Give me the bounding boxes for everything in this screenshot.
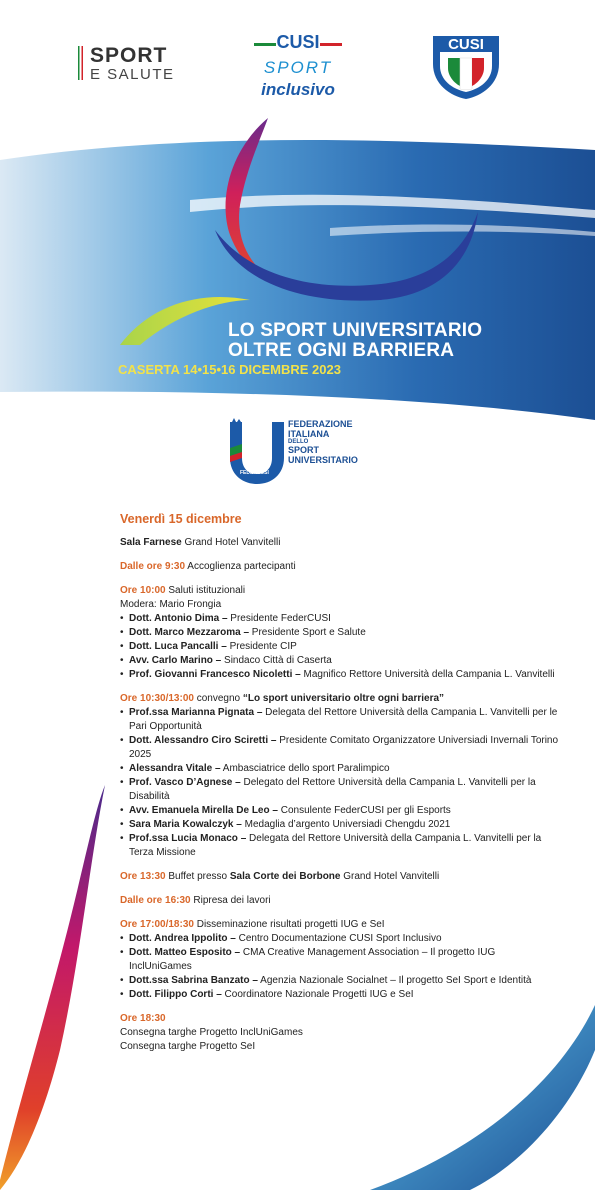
conference-time: Ore 10:30/13:00: [120, 693, 194, 704]
speaker-item: [120, 804, 560, 818]
speaker-role: Presidente FederCUSI: [227, 613, 331, 624]
speaker-item: [120, 762, 560, 776]
speaker-name: Dott. Antonio Dima –: [129, 613, 228, 624]
lunch-time: Ore 13:30: [120, 871, 166, 882]
conference-speaker-list: [120, 706, 560, 860]
sport-e-salute-logo: [78, 44, 188, 84]
resume-session: [120, 894, 560, 908]
speaker-item: [120, 640, 560, 654]
inclusivo-text: inclusivo: [261, 80, 335, 99]
speaker-item: [120, 946, 560, 974]
speaker-item: [120, 818, 560, 832]
hero-date: CASERTA 14•15•16 DICEMBRE 2023: [118, 362, 341, 377]
speaker-name: Dott. Andrea Ippolito –: [129, 933, 236, 944]
conference-text: convegno: [193, 693, 243, 704]
speaker-role: Ambasciatrice dello sport Paralimpico: [220, 763, 390, 774]
lunch-text: Buffet presso: [165, 871, 230, 882]
speaker-role: Consulente FederCUSI per gli Esports: [277, 805, 451, 816]
resume-time: Dalle ore 16:30: [120, 895, 191, 906]
venue: [120, 536, 560, 550]
cusi-shield-logo: [430, 34, 502, 100]
speaker-item: [120, 612, 560, 626]
federation-line3: DELLO: [288, 439, 309, 445]
speaker-item: [120, 734, 560, 762]
welcome-session: [120, 560, 560, 574]
federation-line5: UNIVERSITARIO: [288, 454, 358, 465]
cusi-text: CUSI: [276, 32, 320, 52]
speaker-name: Alessandra Vitale –: [129, 763, 221, 774]
speaker-name: Prof. Giovanni Francesco Nicoletti –: [129, 669, 301, 680]
speaker-name: Dott. Alessandro Ciro Sciretti –: [129, 735, 277, 746]
sport-e-salute-line1: SPORT: [90, 44, 168, 67]
dissemination-text: Disseminazione risultati progetti IUG e SeI: [193, 919, 385, 930]
federation-line4: SPORT: [288, 445, 320, 455]
sport-text: SPORT: [263, 58, 333, 77]
dissemination-time: Ore 17:00/18:30: [120, 919, 194, 930]
sport-e-salute-line2: E SALUTE: [90, 66, 175, 83]
federcusi-badge: FEDERCUSI: [240, 470, 269, 476]
hero-title-line1: LO SPORT UNIVERSITARIO: [228, 320, 483, 341]
speaker-name: Dott. Filippo Corti –: [129, 989, 222, 1000]
speaker-role: Presidente Sport e Salute: [249, 627, 366, 638]
speaker-name: Dott.ssa Sabrina Banzato –: [129, 975, 258, 986]
closing-time: Ore 18:30: [120, 1013, 166, 1024]
closing-session: [120, 1012, 560, 1054]
speaker-name: Avv. Carlo Marino –: [129, 655, 222, 666]
speaker-item: [120, 706, 560, 734]
conference-session: [120, 692, 560, 860]
speaker-name: Prof. Vasco D’Agnese –: [129, 777, 241, 788]
speaker-item: [120, 988, 560, 1002]
speaker-role: Sindaco Città di Caserta: [221, 655, 332, 666]
speaker-item: [120, 668, 560, 682]
federation-line2: ITALIANA: [288, 428, 330, 439]
speaker-role: Delegato del Rettore Università della Campania L. Vanvitelli per la Disabilità: [129, 777, 536, 802]
welcome-time: Dalle ore 9:30: [120, 561, 186, 572]
closing-line2: Consegna targhe Progetto SeI: [120, 1041, 256, 1052]
speaker-item: [120, 974, 560, 988]
speaker-role: Medaglia d’argento Universiadi Chengdu 2021: [241, 819, 451, 830]
welcome-text: Accoglienza partecipanti: [185, 561, 296, 572]
closing-line1: Consegna targhe Progetto InclUniGames: [120, 1027, 303, 1038]
speaker-name: Dott. Matteo Esposito –: [129, 947, 241, 958]
hero-band: [0, 140, 595, 420]
greetings-speaker-list: [120, 612, 560, 682]
venue-hotel: Grand Hotel Vanvitelli: [181, 537, 281, 548]
lunch-hotel: Grand Hotel Vanvitelli: [340, 871, 440, 882]
left-flame-art: [0, 785, 105, 1190]
federcusi-logo: [226, 418, 386, 488]
speaker-item: [120, 776, 560, 804]
speaker-name: Dott. Marco Mezzaroma –: [129, 627, 250, 638]
venue-name: Sala Farnese: [120, 537, 182, 548]
greetings-time: Ore 10:00: [120, 585, 166, 596]
speaker-role: Presidente CIP: [226, 641, 297, 652]
program: [120, 512, 560, 1064]
speaker-role: Coordinatore Nazionale Progetti IUG e SeI: [221, 989, 414, 1000]
speaker-role: Magnifico Rettore Università della Campania L. Vanvitelli: [300, 669, 555, 680]
greetings-session: [120, 584, 560, 682]
shield-cusi-text: CUSI: [448, 36, 484, 53]
speaker-role: Centro Documentazione CUSI Sport Inclusivo: [235, 933, 442, 944]
hero-title-line2: OLTRE OGNI BARRIERA: [228, 340, 455, 361]
lunch-session: [120, 870, 560, 884]
program-day: Venerdì 15 dicembre: [120, 512, 242, 526]
conference-title: “Lo sport universitario oltre ogni barriera”: [242, 693, 445, 704]
moderator: Modera: Mario Frongia: [120, 599, 222, 610]
speaker-name: Prof.ssa Lucia Monaco –: [129, 833, 247, 844]
speaker-name: Sara Maria Kowalczyk –: [129, 819, 242, 830]
federation-line1: FEDERAZIONE: [288, 419, 353, 429]
cusi-sport-inclusivo-logo: [248, 32, 348, 102]
speaker-role: CMA Creative Management Association – Il progetto IUG InclUniGames: [129, 947, 496, 972]
lunch-venue: Sala Corte dei Borbone: [229, 871, 341, 882]
dissemination-session: [120, 918, 560, 1002]
speaker-role: Presidente Comitato Organizzatore Universiadi Invernali Torino 2025: [129, 735, 559, 760]
hero-title: [228, 321, 482, 361]
dissemination-speaker-list: [120, 932, 560, 1002]
italian-flag-bar: [78, 46, 83, 80]
speaker-name: Avv. Emanuela Mirella De Leo –: [129, 805, 278, 816]
federation-name: [288, 420, 358, 465]
speaker-item: [120, 654, 560, 668]
speaker-item: [120, 832, 560, 860]
speaker-role: Delegata del Rettore Università della Campania L. Vanvitelli per la Terza Missione: [129, 833, 542, 858]
red-bar: [320, 43, 342, 46]
speaker-name: Prof.ssa Marianna Pignata –: [129, 707, 263, 718]
speaker-role: Delegata del Rettore Università della Campania L. Vanvitelli per le Pari Opportunità: [129, 707, 558, 732]
speaker-name: Dott. Luca Pancalli –: [129, 641, 227, 652]
resume-text: Ripresa dei lavori: [190, 895, 271, 906]
speaker-item: [120, 932, 560, 946]
greetings-text: Saluti istituzionali: [165, 585, 246, 596]
speaker-item: [120, 626, 560, 640]
speaker-role: Agenzia Nazionale Socialnet – Il progetto SeI Sport e Identità: [257, 975, 532, 986]
